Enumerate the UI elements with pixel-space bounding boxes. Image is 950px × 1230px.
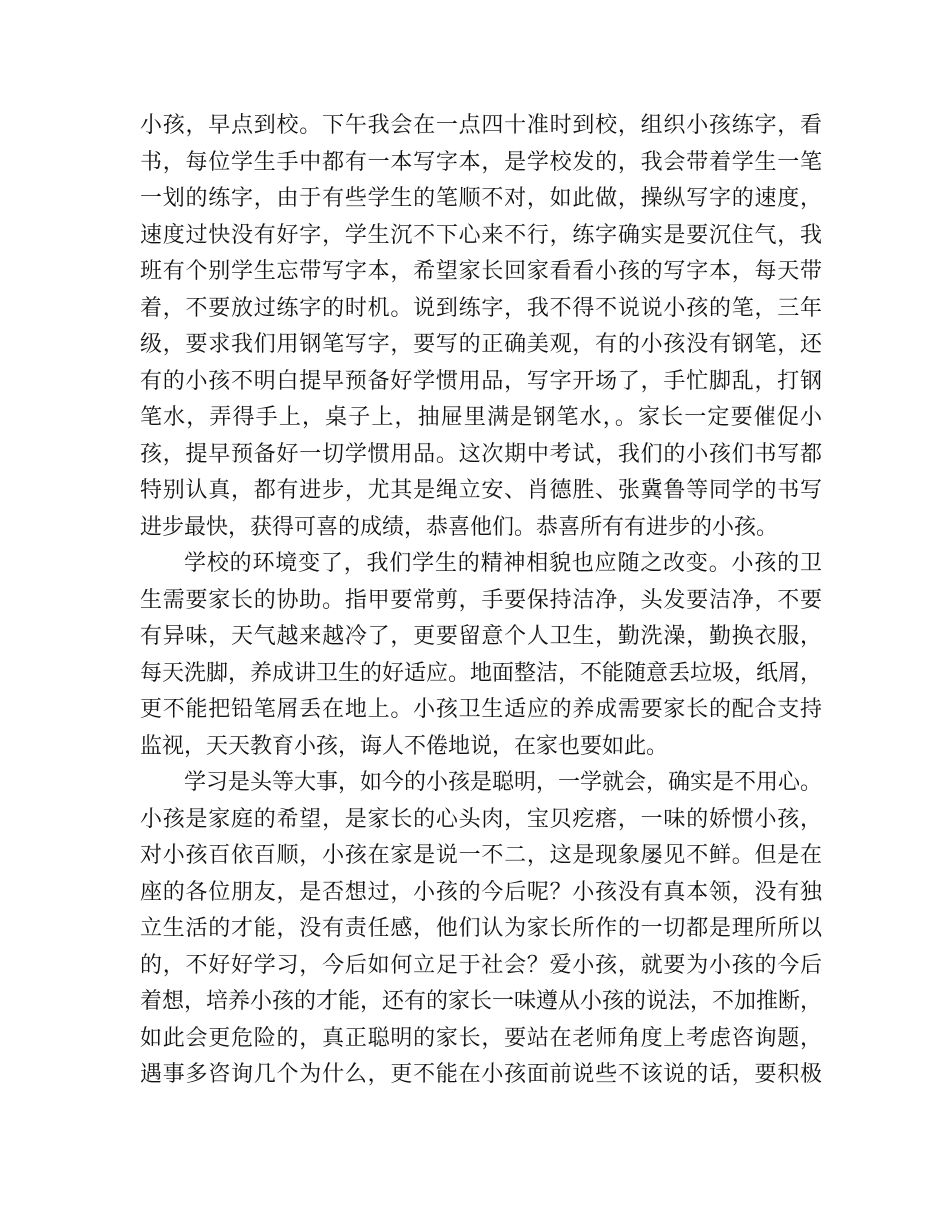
text-line: 孩，提早预备好一切学惯用品。这次期中考试，我们的小孩们书写都 bbox=[140, 441, 822, 467]
text-line: 小孩是家庭的希望，是家长的心头肉，宝贝疙瘩，一味的娇惯小孩， bbox=[140, 806, 822, 832]
text-line: 一划的练字，由于有些学生的笔顺不对，如此做，操纵写字的速度， bbox=[140, 186, 822, 211]
text-line: 笔水，弄得手上，桌子上，抽屉里满是钢笔水，。家长一定要催促小 bbox=[140, 405, 822, 430]
text-line: 有的小孩不明白提早预备好学惯用品，写字开场了，手忙脚乱，打钢 bbox=[140, 368, 822, 394]
text-line: 更不能把铅笔屑丢在地上。小孩卫生适应的养成需要家长的配合支持 bbox=[140, 697, 822, 722]
text-line: 级，要求我们用钢笔写字，要写的正确美观，有的小孩没有钢笔，还 bbox=[140, 332, 822, 357]
text-line: 立生活的才能，没有责任感，他们认为家长所作的一切都是理所所以 bbox=[140, 916, 822, 941]
text-line: 有异味，天气越来越冷了，更要留意个人卫生，勤洗澡，勤换衣服， bbox=[140, 624, 822, 649]
text-line: 的，不好好学习，今后如何立足于社会？爱小孩，就要为小孩的今后 bbox=[140, 952, 822, 978]
text-line: 着想，培养小孩的才能，还有的家长一味遵从小孩的说法，不加推断， bbox=[140, 989, 823, 1014]
paragraph-first-line: 学校的环境变了，我们学生的精神相貌也应随之改变。小孩的卫 bbox=[184, 551, 822, 576]
text-line: 小孩，早点到校。下午我会在一点四十准时到校，组织小孩练字，看 bbox=[140, 113, 822, 138]
text-line: 生需要家长的协助。指甲要常剪，手要保持洁净，头发要洁净，不要 bbox=[140, 587, 822, 613]
text-line: 特别认真，都有进步，尤其是绳立安、肖德胜、张冀鲁等同学的书写 bbox=[140, 478, 822, 503]
text-line: 进步最快，获得可喜的成绩，恭喜他们。恭喜所有有进步的小孩。 bbox=[140, 514, 779, 540]
text-line: 如此会更危险的，真正聪明的家长，要站在老师角度上考虑咨询题， bbox=[140, 1025, 822, 1051]
text-line: 着，不要放过练字的时机。说到练字，我不得不说说小孩的笔，三年 bbox=[140, 295, 822, 321]
text-line: 班有个别学生忘带写字本，希望家长回家看看小孩的写字本，每天带 bbox=[140, 259, 822, 284]
text-line: 速度过快没有好字，学生沉不下心来不行，练字确实是要沉住气，我 bbox=[140, 222, 822, 248]
body-text bbox=[140, 108, 822, 1094]
text-line: 书，每位学生手中都有一本写字本，是学校发的，我会带着学生一笔 bbox=[140, 149, 822, 175]
text-line: 监视，天天教育小孩，诲人不倦地说，在家也要如此。 bbox=[140, 733, 669, 759]
paragraph-first-line: 学习是头等大事，如今的小孩是聪明，一学就会，确实是不用心。 bbox=[184, 770, 823, 795]
text-line: 每天洗脚，养成讲卫生的好适应。地面整洁，不能随意丢垃圾，纸屑， bbox=[140, 660, 823, 686]
text-line: 对小孩百依百顺，小孩在家是说一不二，这是现象屡见不鲜。但是在 bbox=[140, 843, 822, 868]
text-line: 座的各位朋友，是否想过，小孩的今后呢？小孩没有真本领，没有独 bbox=[140, 879, 822, 905]
text-line: 遇事多咨询几个为什么，更不能在小孩面前说些不该说的话，要积极 bbox=[140, 1062, 822, 1087]
